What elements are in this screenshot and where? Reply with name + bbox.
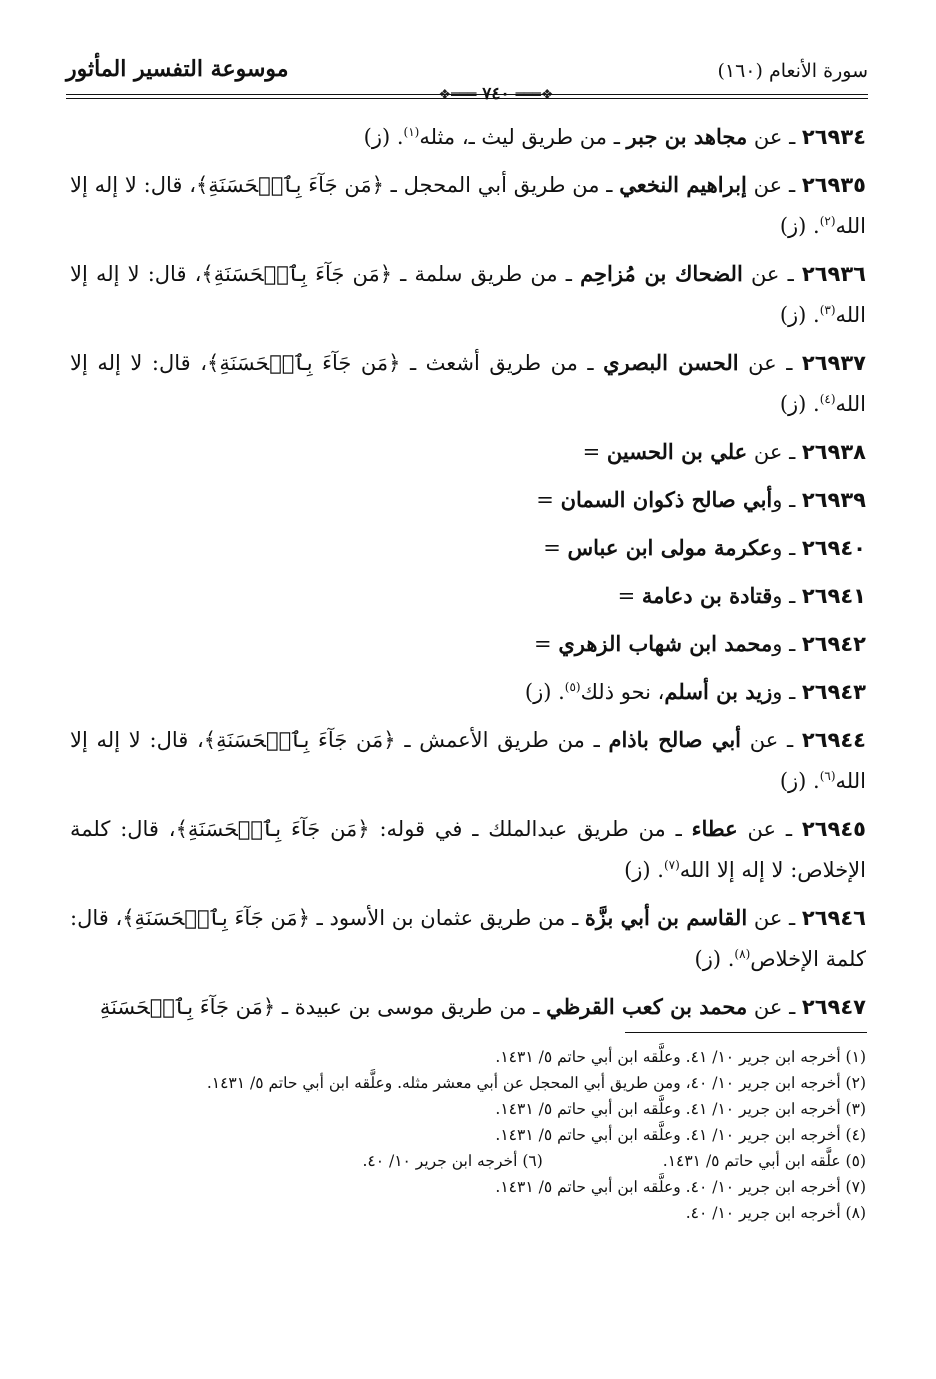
- entry: [70, 342, 866, 425]
- narrator-name: أبي صالح ذكوان السمان: [560, 487, 773, 512]
- footnote: (٣) أخرجه ابن جرير ١٠/ ٤١. وعلَّقه ابن أبي حاتم ٥/ ١٤٣١.: [495, 1100, 866, 1118]
- footnotes: [70, 1044, 866, 1226]
- entry-number: ٢٦٩٤٠: [801, 536, 866, 560]
- footnote-row: [70, 1148, 866, 1174]
- entry: [70, 164, 866, 247]
- footnote: (٤) أخرجه ابن جرير ١٠/ ٤١. وعلَّقه ابن أبي حاتم ٥/ ١٤٣١.: [495, 1126, 866, 1144]
- narrator-name: الحسن البصري: [603, 350, 739, 375]
- entry-number: ٢٦٩٤٥: [801, 817, 866, 841]
- footnote-ref: (٨): [734, 947, 751, 961]
- entry-text: ـ عن: [738, 351, 802, 375]
- entry-text: ـ من طريق سلمة ـ ﴿مَن جَآءَ بِٱلۡحَسَنَةِ﴾، قال: لا إله إلا الله: [70, 262, 866, 327]
- narrator-name: الضحاك بن مُزاحِم: [580, 261, 743, 286]
- footnote-ref: (٧): [663, 858, 680, 872]
- entry-text: ، نحو ذلك: [580, 680, 665, 704]
- entry-text: ـ عن: [741, 728, 802, 752]
- entry-text: =: [617, 584, 642, 608]
- header-rule: [66, 94, 868, 95]
- narrator-name: مجاهد بن جبر: [626, 124, 748, 149]
- entry-number: ٢٦٩٣٧: [801, 351, 866, 375]
- entry-text: ـ و: [772, 488, 802, 512]
- narrator-name: عطاء: [691, 816, 738, 841]
- narrator-name: محمد بن كعب القرظي: [546, 994, 748, 1019]
- entry: [70, 116, 866, 158]
- footnote-ref: (٢): [819, 214, 836, 228]
- narrator-name: قتادة بن دعامة: [641, 583, 773, 608]
- entry: [70, 253, 866, 336]
- entry-text: ـ من طريق أشعث ـ ﴿مَن جَآءَ بِٱلۡحَسَنَةِ﴾، قال: لا إله إلا الله: [70, 351, 866, 416]
- entry: [70, 527, 866, 569]
- entry: [70, 575, 866, 617]
- entry-text: ـ عن: [747, 995, 802, 1019]
- entry-text: ـ عن: [747, 440, 802, 464]
- entry-text: =: [582, 440, 607, 464]
- entry-number: ٢٦٩٣٤: [801, 125, 866, 149]
- entry-text: ـ و: [772, 584, 802, 608]
- narrator-name: زيد بن أسلم: [664, 679, 773, 704]
- entry-text: =: [543, 536, 568, 560]
- narrator-name: أبي صالح باذام: [608, 727, 742, 752]
- footnote: (١) أخرجه ابن جرير ١٠/ ٤١. وعلَّقه ابن أبي حاتم ٥/ ١٤٣١.: [495, 1048, 866, 1066]
- footnote: (٢) أخرجه ابن جرير ١٠/ ٤٠، ومن طريق أبي المحجل عن أبي معشر مثله. وعلَّقه ابن أبي حاتم ٥/ ١٤٣١.: [206, 1074, 866, 1092]
- entry-text: ـ و: [772, 536, 802, 560]
- entry-text: =: [536, 488, 561, 512]
- page-header: [66, 50, 868, 104]
- entry-text: ـ عن: [742, 262, 802, 286]
- entry-number: ٢٦٩٤٢: [801, 632, 866, 656]
- entry: [70, 808, 866, 891]
- narrator-name: إبراهيم النخعي: [619, 172, 747, 197]
- page-number: ٧٤٠: [482, 84, 510, 104]
- entry-number: ٢٦٩٣٩: [801, 488, 866, 512]
- entry-text: ـ من طريق عبدالملك ـ في قوله: ﴿مَن جَآءَ بِٱلۡحَسَنَةِ﴾، قال: كلمة الإخلاص: لا إله إلا الله: [70, 817, 866, 882]
- entry-text: . (ز): [779, 303, 820, 327]
- footnote-ref: (٤): [819, 392, 836, 406]
- entry-text: ـ من طريق أبي المحجل ـ ﴿مَن جَآءَ بِٱلۡحَسَنَةِ﴾، قال: لا إله إلا الله: [70, 173, 866, 238]
- entry-number: ٢٦٩٤٣: [801, 680, 866, 704]
- header-rule-thin: [66, 98, 868, 99]
- footnote-ref: (١): [403, 125, 420, 139]
- entry-text: ـ من طريق موسى بن عبيدة ـ ﴿مَن جَآءَ بِٱلۡحَسَنَةِ: [99, 995, 547, 1019]
- entry-text: =: [534, 632, 559, 656]
- entry: [70, 897, 866, 980]
- entry: [70, 719, 866, 802]
- entry: [70, 479, 866, 521]
- entry-text: ـ من طريق عثمان بن الأسود ـ ﴿مَن جَآءَ بِٱلۡحَسَنَةِ﴾، قال: كلمة الإخلاص: [70, 906, 866, 971]
- ornament-icon: ❖═══: [515, 87, 554, 103]
- narrator-name: محمد ابن شهاب الزهري: [558, 631, 773, 656]
- entry-number: ٢٦٩٣٦: [801, 262, 866, 286]
- surah-title: سورة الأنعام (١٦٠): [717, 60, 868, 82]
- entry: [70, 431, 866, 473]
- entry: [70, 671, 866, 713]
- footnote: (٥) علَّقه ابن أبي حاتم ٥/ ١٤٣١.: [662, 1152, 866, 1170]
- footnote: (٧) أخرجه ابن جرير ١٠/ ٤٠. وعلَّقه ابن أبي حاتم ٥/ ١٤٣١.: [495, 1178, 866, 1196]
- entry-text: ـ و: [772, 632, 802, 656]
- footnote-separator: [625, 1032, 867, 1033]
- entry-number: ٢٦٩٤٤: [801, 728, 866, 752]
- entry: [70, 623, 866, 665]
- entry-text: ـ و: [772, 680, 802, 704]
- footnote-ref: (٣): [819, 303, 836, 317]
- entry: [70, 986, 866, 1028]
- entry-text: ـ عن: [737, 817, 802, 841]
- narrator-name: القاسم بن أبي بزَّة: [584, 905, 748, 930]
- entry-text: . (ز): [779, 769, 820, 793]
- narrator-name: عكرمة مولى ابن عباس: [567, 535, 773, 560]
- narrator-name: علي بن الحسين: [606, 439, 748, 464]
- ornament-icon: ═══❖: [438, 87, 477, 103]
- entry-number: ٢٦٩٣٥: [801, 173, 866, 197]
- entry-number: ٢٦٩٤١: [801, 584, 866, 608]
- entry-text: . (ز): [779, 214, 820, 238]
- entry-number: ٢٦٩٣٨: [801, 440, 866, 464]
- entry-text: ـ عن: [747, 906, 802, 930]
- entry-text: . (ز): [624, 858, 664, 882]
- entry-text: ـ عن: [747, 125, 802, 149]
- entry-text: . (ز): [363, 125, 404, 149]
- book-title: موسوعة التفسير المأثور: [66, 56, 289, 82]
- entry-text: ـ من طريق الأعمش ـ ﴿مَن جَآءَ بِٱلۡحَسَنَةِ﴾، قال: لا إله إلا الله: [70, 728, 866, 793]
- footnote: (٦) أخرجه ابن جرير ١٠/ ٤٠.: [362, 1152, 543, 1170]
- entry-text: . (ز): [779, 392, 820, 416]
- footnote-ref: (٥): [564, 680, 581, 694]
- entry-text: ـ عن: [746, 173, 802, 197]
- main-text: [70, 116, 866, 1034]
- footnote-ref: (٦): [819, 769, 836, 783]
- entry-text: . (ز): [524, 680, 565, 704]
- entry-number: ٢٦٩٤٦: [801, 906, 866, 930]
- entry-text: . (ز): [694, 947, 735, 971]
- entry-text: ـ من طريق ليث ـ، مثله: [419, 125, 627, 149]
- footnote: (٨) أخرجه ابن جرير ١٠/ ٤٠.: [685, 1204, 866, 1222]
- entry-number: ٢٦٩٤٧: [801, 995, 866, 1019]
